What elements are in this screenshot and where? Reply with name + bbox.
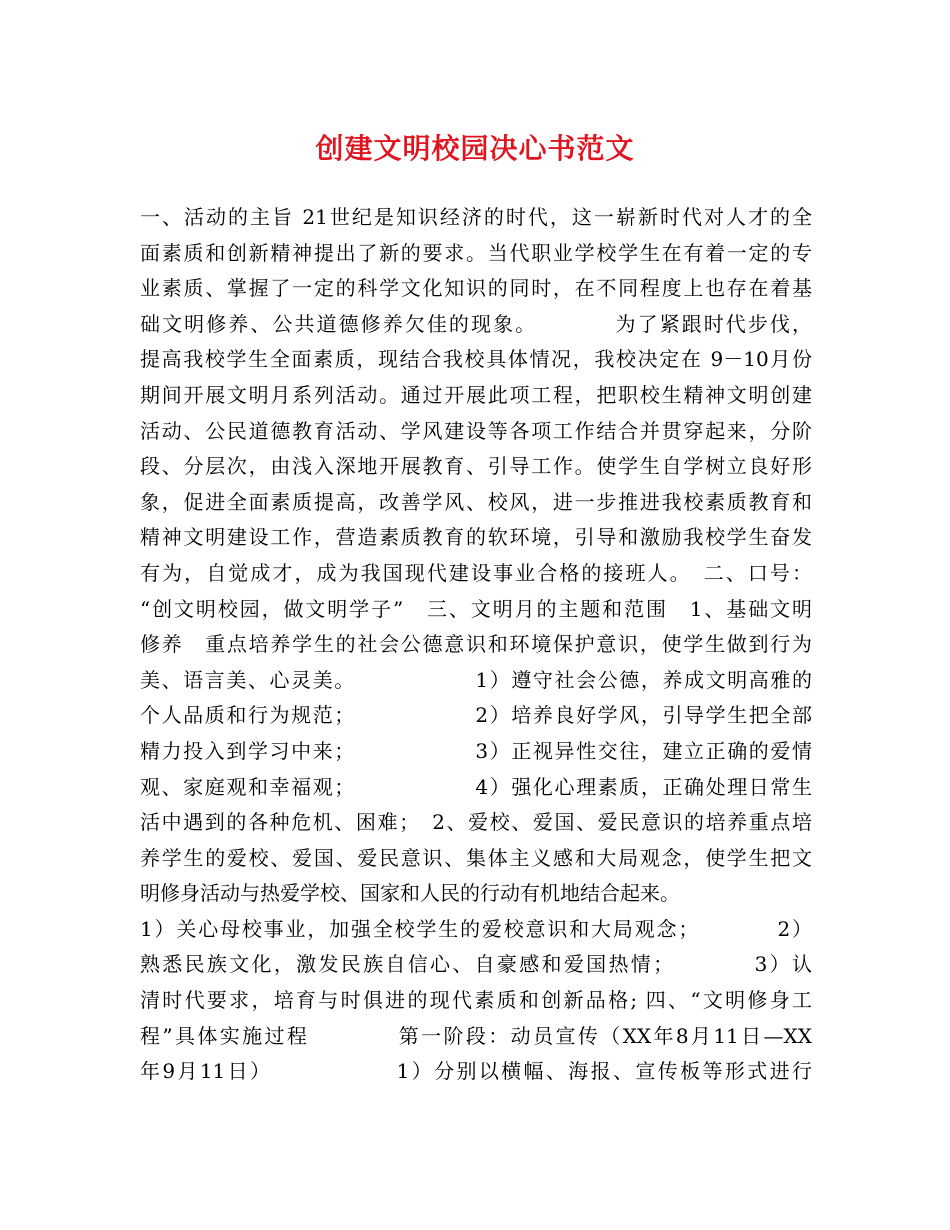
- body-line: 础文明修养、公共道德修养欠佳的现象。 为了紧跟时代步伐，: [140, 311, 812, 336]
- document-title: 创建文明校园决心书范文: [315, 132, 635, 165]
- body-line: 活中遇到的各种危机、困难； 2、爱校、爱国、爱民意识的培养重点培: [140, 810, 812, 835]
- body-line: 有为，自觉成才，成为我国现代建设事业合格的接班人。 二、口号：: [140, 560, 812, 585]
- body-line: 一、活动的主旨 21世纪是知识经济的时代，这一崭新时代对人才的全: [140, 205, 812, 229]
- body-line: 段、分层次，由浅入深地开展教育、引导工作。使学生自学树立良好形: [140, 454, 812, 479]
- body-line: 1）关心母校事业，加强全校学生的爱校意识和大局观念； 2）: [140, 916, 812, 941]
- body-line: 面素质和创新精神提出了新的要求。当代职业学校学生在有着一定的专: [140, 240, 812, 265]
- body-line: 活动、公民道德教育活动、学风建设等各项工作结合并贯穿起来，分阶: [140, 418, 812, 443]
- body-line: “创文明校园，做文明学子” 三、文明月的主题和范围 1、基础文明: [140, 596, 812, 621]
- body-line: 精神文明建设工作，营造素质教育的软环境，引导和激励我校学生奋发: [140, 525, 812, 550]
- body-line: 提高我校学生全面素质，现结合我校具体情况，我校决定在 9－10月份: [140, 347, 812, 372]
- body-line: 养学生的爱校、爱国、爱民意识、集体主义感和大局观念，使学生把文: [140, 845, 812, 870]
- body-line: 修养 重点培养学生的社会公德意识和环境保护意识，使学生做到行为: [140, 632, 812, 657]
- body-line: 业素质、掌握了一定的科学文化知识的同时，在不同程度上也存在着基: [140, 276, 812, 301]
- body-line: 观、家庭观和幸福观； 4）强化心理素质，正确处理日常生: [140, 774, 812, 799]
- body-line: 明修身活动与热爱学校、国家和人民的行动有机地结合起来。: [140, 881, 680, 906]
- body-line: 个人品质和行为规范； 2）培养良好学风，引导学生把全部: [140, 703, 812, 728]
- body-line: 期间开展文明月系列活动。通过开展此项工程，把职校生精神文明创建: [140, 382, 812, 407]
- body-line: 熟悉民族文化，激发民族自信心、自豪感和爱国热情； 3）认: [140, 952, 812, 977]
- body-line: 精力投入到学习中来； 3）正视异性交往，建立正确的爱情: [140, 738, 812, 763]
- body-line: 程”具体实施过程 第一阶段：动员宣传（XX年8月11日—XX: [140, 1023, 812, 1048]
- body-line: 象，促进全面素质提高，改善学风、校风，进一步推进我校素质教育和: [140, 489, 812, 514]
- document-body: [140, 200, 812, 1090]
- body-line: 清时代要求，培育与时俱进的现代素质和创新品格; 四、“文明修身工: [140, 988, 812, 1013]
- body-line: 美、语言美、心灵美。 1）遵守社会公德，养成文明高雅的: [140, 667, 812, 692]
- body-line: 年9月11日） 1）分别以横幅、海报、宣传板等形式进行: [140, 1059, 812, 1084]
